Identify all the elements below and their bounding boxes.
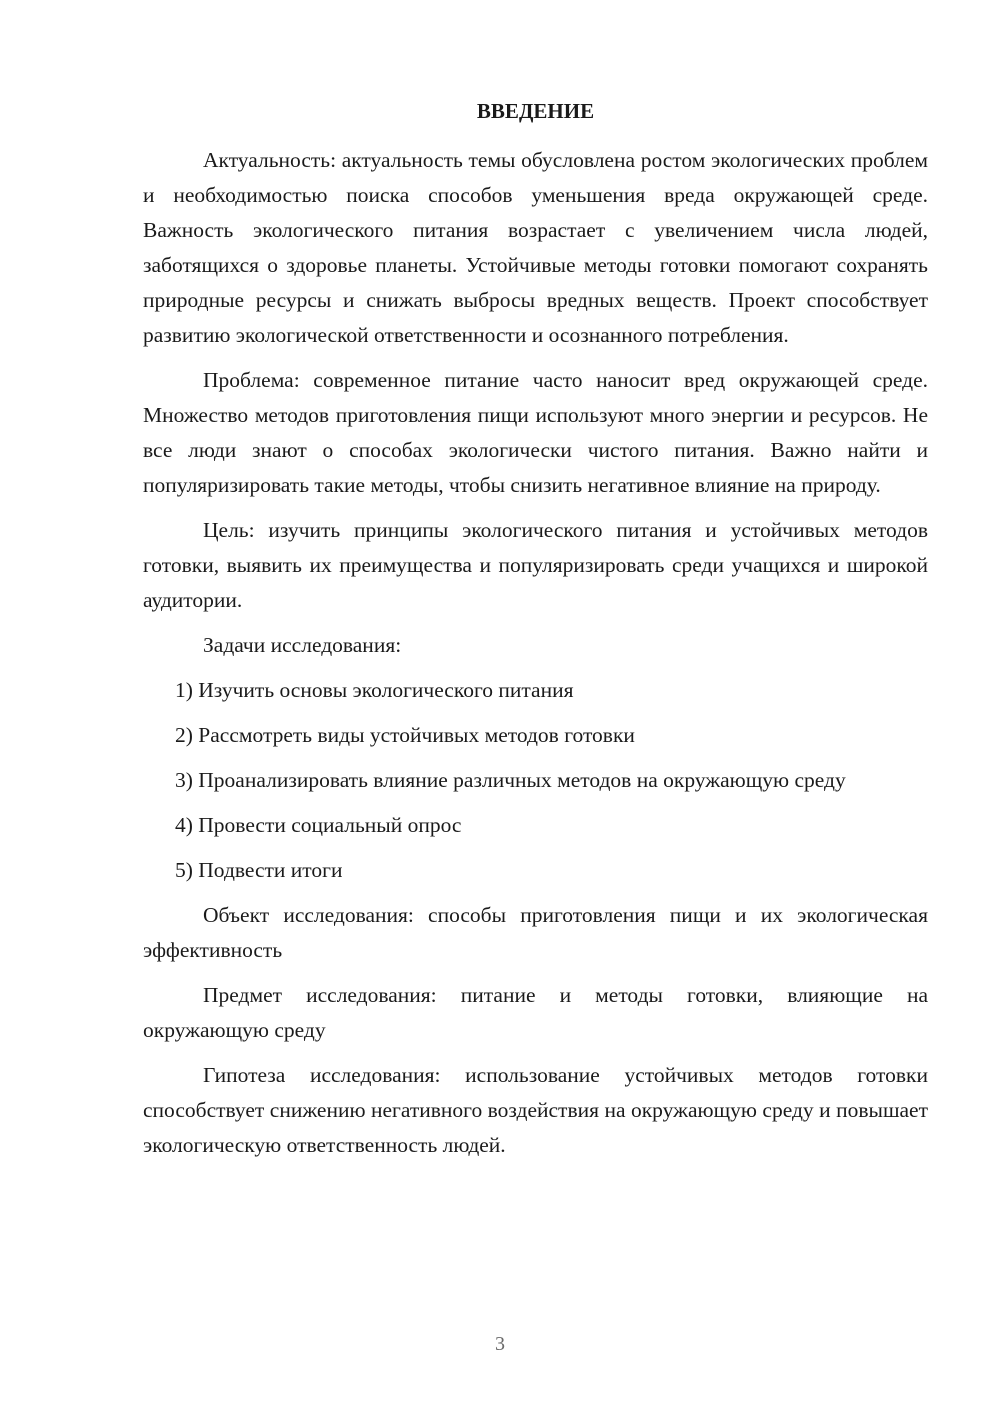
page-number: 3 [495, 1333, 505, 1355]
problem-paragraph: Проблема: современное питание часто наносит вред окружающей среде. Множество методов приготовления пищи используют много энергии и ресурсов. Не все люди знают о способах экологически чистого питания. Важно найти и популяризировать такие методы, чтобы снизить негативное влияние на природу. [143, 368, 928, 497]
goal-paragraph: Цель: изучить принципы экологического питания и устойчивых методов готовки, выявить их преимущества и популяризировать среди учащихся и широкой аудитории. [143, 518, 928, 612]
page-title: ВВЕДЕНИЕ [476, 99, 595, 123]
tasks-heading: Задачи исследования: [203, 633, 402, 657]
document-body [143, 143, 928, 1173]
relevance-paragraph: Актуальность: актуальность темы обусловлена ростом экологических проблем и необходимостью поиска способов уменьшения вреда окружающей среде. Важность экологического питания возрастает с увеличением числа людей, заботящихся о здоровье планеты. Устойчивые методы готовки помогают сохранять природные ресурсы и снижать выбросы вредных веществ. Проект способствует развитию экологической ответственности и осознанного потребления. [143, 148, 928, 347]
subject-paragraph: Предмет исследования: питание и методы готовки, влияющие на окружающую среду [143, 983, 928, 1042]
task-item: 2) Рассмотреть виды устойчивых методов готовки [175, 723, 635, 747]
task-item: 5) Подвести итоги [175, 858, 343, 882]
task-item: 4) Провести социальный опрос [175, 813, 462, 837]
object-paragraph: Объект исследования: способы приготовления пищи и их экологическая эффективность [143, 903, 928, 962]
hypothesis-paragraph: Гипотеза исследования: использование устойчивых методов готовки способствует снижению негативного воздействия на окружающую среду и повышает экологическую ответственность людей. [143, 1063, 928, 1157]
task-item: 1) Изучить основы экологического питания [175, 678, 574, 702]
task-item: 3) Проанализировать влияние различных методов на окружающую среду [175, 768, 846, 792]
